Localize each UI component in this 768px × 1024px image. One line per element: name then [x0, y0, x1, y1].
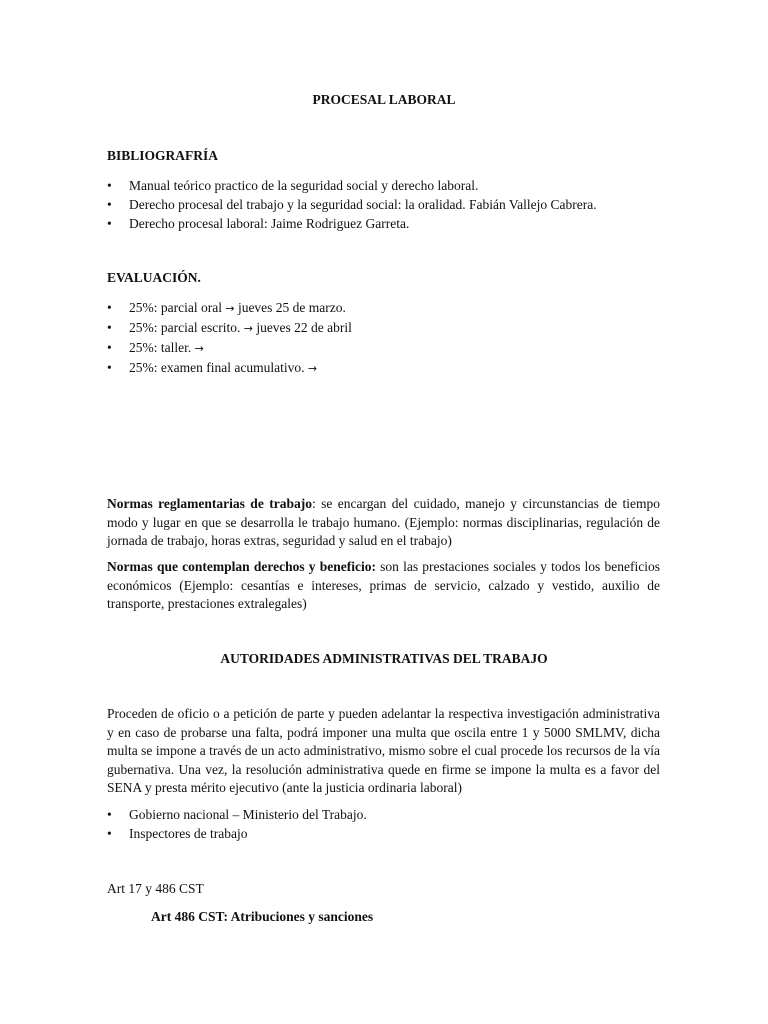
- bullet-icon: •: [107, 320, 112, 335]
- list-item: • Derecho procesal del trabajo y la seguridad social: la oralidad. Fabián Vallejo Cabrera.: [107, 197, 597, 212]
- list-item: • 25%: parcial escrito. → jueves 22 de abril: [107, 320, 352, 335]
- list-item: • 25%: examen final acumulativo. →: [107, 360, 318, 375]
- bibliography-heading: BIBLIOGRAFRÍA: [107, 148, 219, 163]
- bullet-icon: •: [107, 360, 112, 375]
- list-item: • Derecho procesal laboral: Jaime Rodriguez Garreta.: [107, 216, 410, 231]
- arrow-right-icon: →: [243, 322, 253, 335]
- arrow-right-icon: →: [194, 342, 204, 355]
- norms-rights-paragraph: Normas que contemplan derechos y beneficio: son las prestaciones sociales y todos los beneficios económicos (Ejemplo: cesantías e intereses, primas de servicio, calzado y vestido, auxilio de transporte, prestaciones extralegales): [107, 559, 660, 611]
- bibliography-list: [107, 176, 597, 233]
- bullet-icon: •: [107, 178, 112, 193]
- article-heading: Art 486 CST: Atribuciones y sanciones: [151, 909, 374, 924]
- bullet-icon: •: [107, 216, 112, 231]
- bullet-icon: •: [107, 300, 112, 315]
- authorities-heading: AUTORIDADES ADMINISTRATIVAS DEL TRABAJO: [220, 651, 548, 666]
- list-item: • 25%: taller. →: [107, 340, 204, 355]
- document-title: PROCESAL LABORAL: [312, 92, 456, 107]
- evaluation-heading: EVALUACIÓN.: [107, 270, 201, 285]
- list-item: • Inspectores de trabajo: [107, 826, 248, 841]
- bullet-icon: •: [107, 197, 112, 212]
- evaluation-list: [107, 298, 352, 378]
- bullet-icon: •: [107, 340, 112, 355]
- list-item: • Gobierno nacional – Ministerio del Trabajo.: [107, 807, 367, 822]
- arrow-right-icon: →: [307, 362, 318, 375]
- authorities-paragraph: Proceden de oficio o a petición de parte y pueden adelantar la respectiva investigación administrativa y en caso de probarse una falta, podrá imponer una multa que oscila entre 1 y 5000 SMLMV, dicha multa se impone a través de un acto administrativo, mismo sobre el cual procede los recursos de la vía gubernativa. Una vez, la resolución administrativa quede en firme se impone la multa es a favor del SENA y presta mérito ejecutivo (ante la justicia ordinaria laboral): [107, 706, 660, 795]
- authorities-list: [107, 805, 367, 843]
- list-item: • 25%: parcial oral → jueves 25 de marzo.: [107, 300, 346, 315]
- list-item: • Manual teórico practico de la seguridad social y derecho laboral.: [107, 178, 479, 193]
- norms-regulatory-paragraph: Normas reglamentarias de trabajo: se encargan del cuidado, manejo y circunstancias de tiempo modo y lugar en que se desarrolla le trabajo humano. (Ejemplo: normas disciplinarias, regulación de jornada de trabajo, horas extras, seguridad y salud en el trabajo): [107, 496, 660, 548]
- bullet-icon: •: [107, 807, 112, 822]
- arrow-right-icon: →: [225, 302, 235, 315]
- article-reference: Art 17 y 486 CST: [107, 881, 204, 896]
- bullet-icon: •: [107, 826, 112, 841]
